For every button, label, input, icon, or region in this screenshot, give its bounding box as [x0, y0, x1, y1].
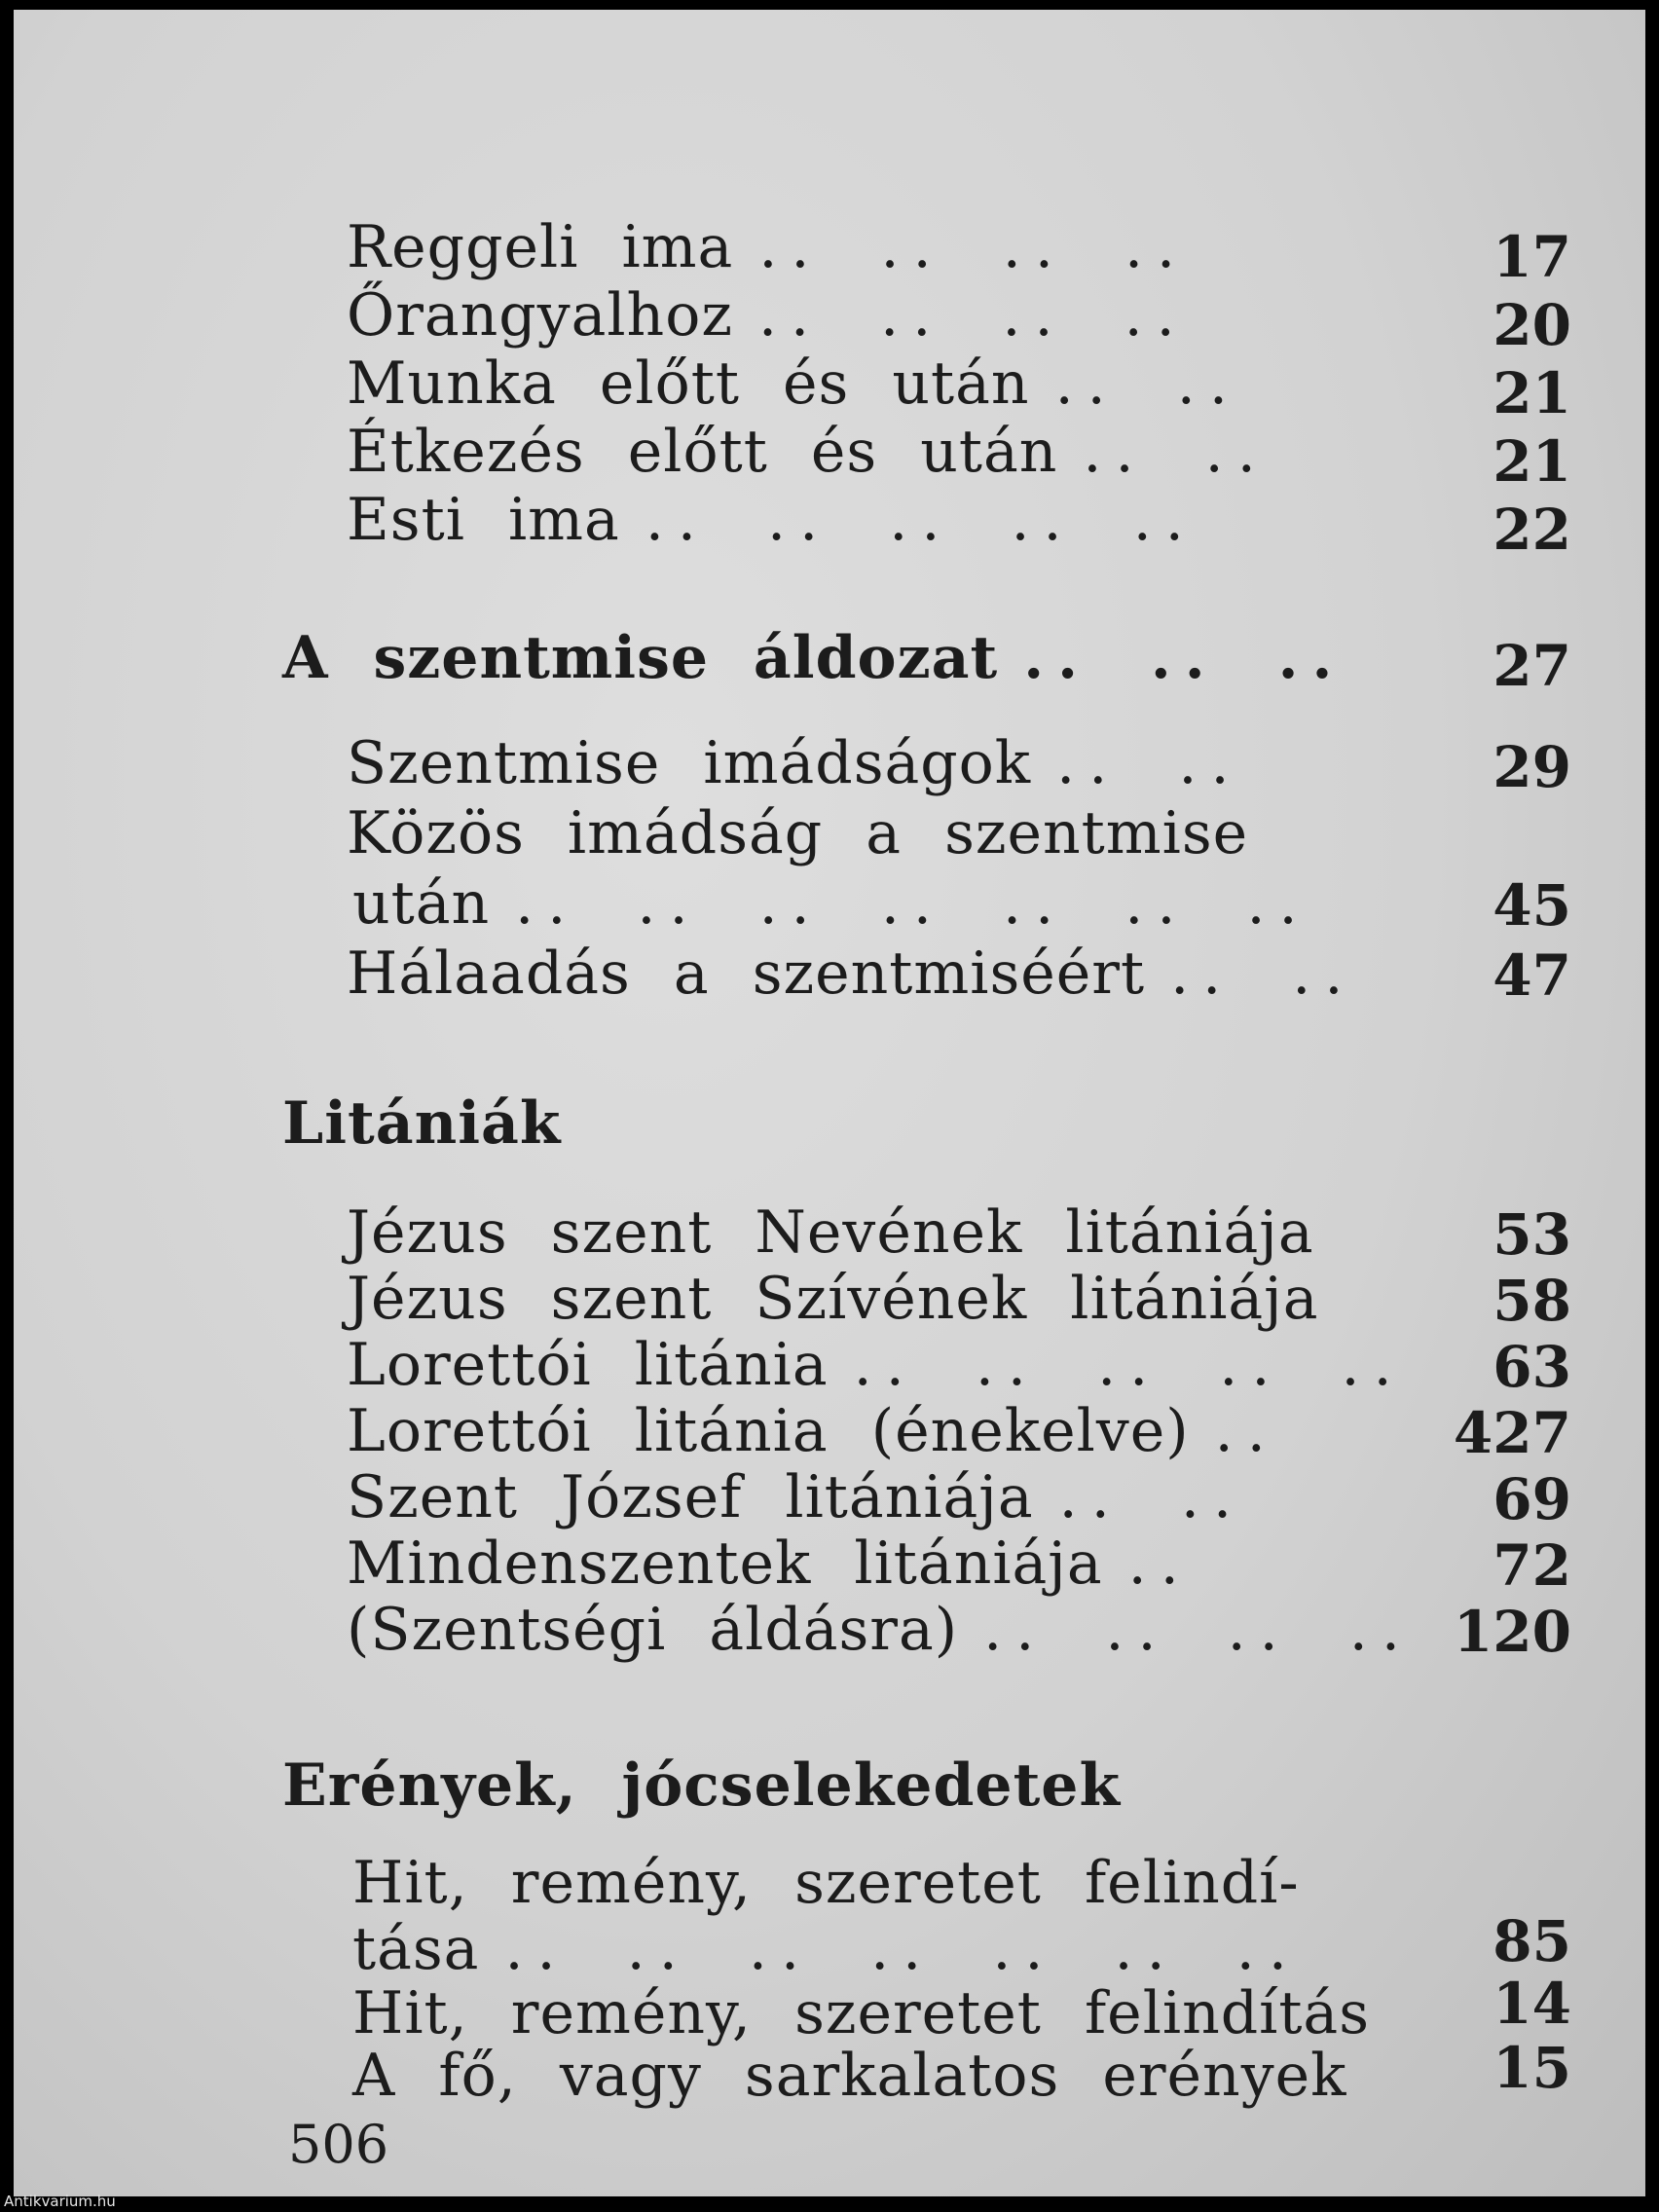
toc-entry-title: Lorettói litánia (énekelve) — [347, 1397, 1190, 1465]
toc-entry-title: Lorettói litánia — [347, 1331, 829, 1399]
section-heading — [282, 623, 1353, 693]
toc-entry-title: Szentmise imádságok — [347, 729, 1032, 797]
toc-page-number: 120 — [1453, 1599, 1571, 1665]
toc-entry-title: Étkezés előtt és után — [347, 418, 1058, 486]
toc-page-number: 69 — [1493, 1466, 1571, 1532]
toc-page-number: 22 — [1493, 497, 1571, 563]
section-heading-title: Erények, jócselekedetek — [282, 1751, 1122, 1820]
toc-entry-title: A fő, vagy sarkalatos erények — [352, 2042, 1347, 2110]
section-heading — [282, 1751, 1353, 1821]
toc-entry — [347, 485, 1349, 555]
toc-page-number: 63 — [1493, 1334, 1571, 1400]
toc-page-number: 15 — [1493, 2035, 1571, 2101]
toc-entry-title: Reggeli ima — [347, 213, 734, 281]
toc-page-number: 20 — [1493, 292, 1571, 358]
toc-entry — [352, 1848, 1355, 1918]
toc-entry — [347, 1396, 1349, 1466]
toc-page-number: 45 — [1493, 872, 1571, 939]
toc-entry — [347, 1462, 1349, 1532]
dot-leader: .. .. .. .. .. .. .. — [504, 1915, 1301, 1983]
toc-entry-title: Őrangyalhoz — [347, 281, 733, 350]
watermark: Antikvarium.hu — [4, 2193, 116, 2210]
toc-page-number: 53 — [1493, 1201, 1571, 1268]
toc-entry-title: (Szentségi áldásra) — [347, 1596, 959, 1664]
toc-entry — [347, 728, 1349, 798]
dot-leader: .. .. — [1170, 940, 1357, 1008]
dot-leader: .. .. — [1083, 418, 1270, 486]
dot-leader: .. .. .. .. .. — [853, 1331, 1406, 1399]
toc-entry-title: tása — [352, 1915, 480, 1983]
section-heading-title: A szentmise áldozat — [282, 624, 999, 692]
dot-leader: .. .. .. .. — [757, 281, 1189, 350]
toc-entry-title: Hit, remény, szeretet felindí- — [352, 1849, 1300, 1917]
dot-leader: .. .. — [1056, 729, 1243, 797]
toc-entry-title: Esti ima — [347, 486, 620, 554]
dot-leader: .. .. .. .. — [758, 213, 1190, 281]
toc-entry-title: Jézus szent Nevének litániája — [347, 1198, 1314, 1267]
dot-leader: .. .. .. .. .. .. .. — [515, 869, 1311, 938]
toc-page-number: 427 — [1453, 1400, 1571, 1466]
toc-entry — [347, 1529, 1349, 1599]
toc-entry — [347, 417, 1349, 487]
dot-leader: .. .. — [1054, 350, 1241, 418]
toc-page-number: 14 — [1493, 1971, 1571, 2037]
page-folio-number: 506 — [288, 2114, 389, 2175]
toc-page-number: 72 — [1493, 1532, 1571, 1599]
toc-entry — [347, 798, 1349, 868]
section-heading-title: Litániák — [282, 1089, 562, 1158]
dot-leader: .. .. — [1058, 1463, 1246, 1531]
toc-entry-title: Hit, remény, szeretet felindítás — [352, 1979, 1370, 2047]
toc-entry — [347, 1330, 1406, 1400]
toc-entry — [347, 349, 1349, 419]
toc-entry-continuation — [352, 1914, 1355, 1984]
toc-entry-title: Közös imádság a szentmise — [347, 799, 1249, 867]
dot-leader: .. .. .. — [1023, 624, 1346, 692]
toc-entry-title: után — [352, 869, 491, 938]
section-heading — [282, 1088, 1353, 1159]
toc-page-number: 21 — [1493, 360, 1571, 426]
dot-leader: .. .. .. .. .. — [645, 486, 1198, 554]
toc-page-number: 29 — [1493, 734, 1571, 800]
toc-entry-title: Mindenszentek litániája — [347, 1530, 1103, 1598]
toc-entry — [347, 212, 1349, 282]
dot-leader: .. — [1127, 1530, 1193, 1598]
toc-entry — [347, 1595, 1414, 1665]
toc-page-number: 21 — [1493, 428, 1571, 495]
toc-entry — [352, 2041, 1355, 2111]
toc-entry-continuation — [352, 868, 1355, 939]
toc-page-number: 85 — [1493, 1908, 1571, 1974]
toc-entry — [347, 1198, 1349, 1268]
toc-entry-title: Munka előtt és után — [347, 350, 1030, 418]
dot-leader: .. — [1214, 1397, 1279, 1465]
toc-entry — [347, 280, 1349, 350]
toc-page-number: 47 — [1493, 942, 1571, 1009]
toc-entry-title: Hálaadás a szentmiséért — [347, 940, 1146, 1008]
toc-entry — [347, 939, 1357, 1009]
toc-page-number: 17 — [1493, 224, 1571, 290]
toc-entry — [352, 1978, 1370, 2048]
toc-entry-title: Jézus szent Szívének litániája — [347, 1265, 1319, 1333]
toc-entry-title: Szent József litániája — [347, 1463, 1034, 1531]
toc-page-number: 27 — [1493, 633, 1571, 699]
toc-page-number: 58 — [1493, 1268, 1571, 1334]
dot-leader: .. .. .. .. — [983, 1596, 1414, 1664]
toc-entry — [347, 1264, 1349, 1334]
